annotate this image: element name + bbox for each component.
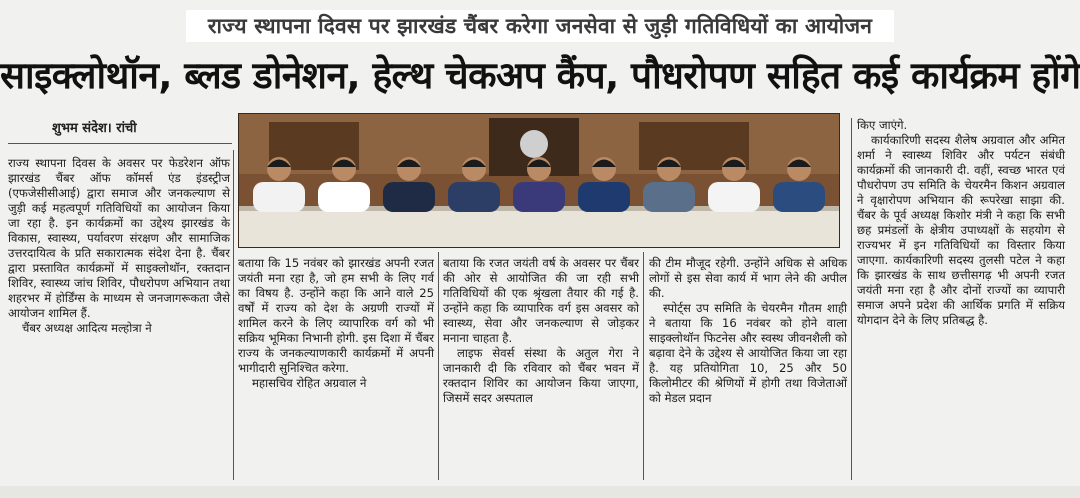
kicker-banner bbox=[0, 10, 1080, 44]
paragraph: चैंबर अध्यक्ष आदित्य मल्होत्रा ने bbox=[22, 321, 152, 335]
press-conference-photo bbox=[238, 113, 840, 248]
byline-rule bbox=[8, 143, 232, 144]
article-column-4 bbox=[649, 256, 847, 406]
person-figure bbox=[383, 182, 435, 212]
person-figure bbox=[318, 182, 370, 212]
headline: साइक्लोथॉन, ब्लड डोनेशन, हेल्थ चेकअप कैंप, पौधरोपण सहित कई कार्यक्रम होंगे bbox=[0, 54, 1080, 97]
article-column-2 bbox=[238, 256, 434, 391]
person-figure bbox=[448, 182, 500, 212]
person-figure bbox=[708, 182, 760, 212]
person-figure bbox=[253, 182, 305, 212]
people-group bbox=[253, 157, 825, 212]
article-column-5 bbox=[857, 118, 1065, 328]
paragraph: राज्य स्थापना दिवस के अवसर पर फेडरेशन ऑफ झारखंड चैंबर ऑफ कॉमर्स एंड इंडस्ट्रीज (एफजेसीसीआई) द्वारा समाज और जनकल्याण से जुड़ी कई महत्वपूर्ण गतिविधियों का आयोजन किया जा रहा है. इन कार्यक्रमों का उद्देश्य झारखंड के विकास, स्वास्थ्य, पर्यावरण संरक्षण और सामाजिक उत्तरदायित्व के प्रति सकारात्मक संदेश देना है. चैंबर द्वारा प्रस्तावित कार्यक्रमों में साइक्लोथॉन, रक्तदान शिविर, स्वास्थ्य जांच शिविर, पौधरोपण अभियान तथा शहरभर में होर्डिंग्स के माध्यम से जनजागरूकता जैसे आयोजन शामिल हैं. bbox=[8, 156, 230, 320]
column-rule bbox=[851, 118, 852, 480]
paragraph: बताया कि 15 नवंबर को झारखंड अपनी रजत जयंती मना रहा है, जो हम सभी के लिए गर्व का विषय है. उन्होंने कहा कि आने वाले 25 वर्षों में राज्य को देश के अग्रणी राज्यों में शामिल करने के लिए व्यापारिक वर्ग को भी सक्रिय भूमिका निभानी होगी. इस दिशा में चैंबर राज्य के जनकल्याणकारी कार्यक्रमों में अपनी भागीदारी सुनिश्चित करेगा. bbox=[238, 256, 434, 375]
person-figure bbox=[513, 182, 565, 212]
column-rule bbox=[643, 252, 644, 480]
column-rule bbox=[438, 252, 439, 480]
person-figure bbox=[773, 182, 825, 212]
page-footer-strip bbox=[0, 486, 1080, 498]
paragraph: लाइफ सेवर्स संस्था के अतुल गेरा ने जानकारी दी कि रविवार को चैंबर भवन में रक्तदान शिविर का आयोजन किया जाएगा, जिसमें सदर अस्पताल bbox=[443, 346, 639, 405]
paragraph: किए जाएंगे. bbox=[857, 118, 908, 132]
column-rule bbox=[233, 150, 234, 480]
paragraph: महासचिव रोहित अग्रवाल ने bbox=[252, 376, 367, 390]
paragraph: कार्यकारिणी सदस्य शैलेष अग्रवाल और अमित शर्मा ने स्वास्थ्य शिविर और पर्यटन संबंधी कार्यक्रमों की जानकारी दी. वहीं, स्वच्छ भारत एवं पौधरोपण उप समिति के चेयरमैन किशन अग्रवाल ने वृक्षारोपण अभियान की रूपरेखा साझा की. चैंबर के पूर्व अध्यक्ष किशोर मंत्री ने कहा कि सभी छह प्रमंडलों के क्षेत्रीय उपाध्यक्षों के सहयोग से राज्यभर में इन गतिविधियों का विस्तार किया जाएगा. कार्यकारिणी सदस्य तुलसी पटेल ने कहा कि झारखंड के साथ छत्तीसगढ़ भी अपनी रजत जयंती मना रहा है और दोनों राज्यों का व्यापारी समाज अपने प्रदेश की आर्थिक प्रगति में सक्रिय योगदान देने के लिए प्रतिबद्ध है. bbox=[857, 133, 1065, 327]
paragraph: बताया कि रजत जयंती वर्ष के अवसर पर चैंबर की ओर से आयोजित की जा रही सभी गतिविधियों की एक श्रृंखला तैयार की गई है. उन्होंने कहा कि व्यापारिक वर्ग इस अवसर को स्वास्थ्य, सेवा और जनकल्याण से जोड़कर मनाना चाहता है. bbox=[443, 256, 639, 345]
article-column-1 bbox=[8, 156, 230, 336]
paragraph: स्पोर्ट्स उप समिति के चेयरमैन गौतम शाही ने बताया कि 16 नवंबर को होने वाला साइक्लोथॉन फिटनेस और स्वस्थ जीवनशैली को बढ़ावा देने के उद्देश्य से आयोजित किया जा रहा है. यह प्रतियोगिता 10, 25 और 50 किलोमीटर की श्रेणियों में होगी तथा विजेताओं को मेडल प्रदान bbox=[649, 301, 847, 405]
photo-illustration bbox=[239, 114, 839, 247]
paragraph: की टीम मौजूद रहेगी. उन्होंने अधिक से अधिक लोगों से इस सेवा कार्य में भाग लेने की अपील की. bbox=[649, 256, 847, 300]
byline: शुभम संदेश। रांची bbox=[52, 121, 137, 136]
person-figure bbox=[578, 182, 630, 212]
article-column-3 bbox=[443, 256, 639, 406]
kicker-text: राज्य स्थापना दिवस पर झारखंड चैंबर करेगा जनसेवा से जुड़ी गतिविधियों का आयोजन bbox=[186, 10, 894, 42]
person-figure bbox=[643, 182, 695, 212]
